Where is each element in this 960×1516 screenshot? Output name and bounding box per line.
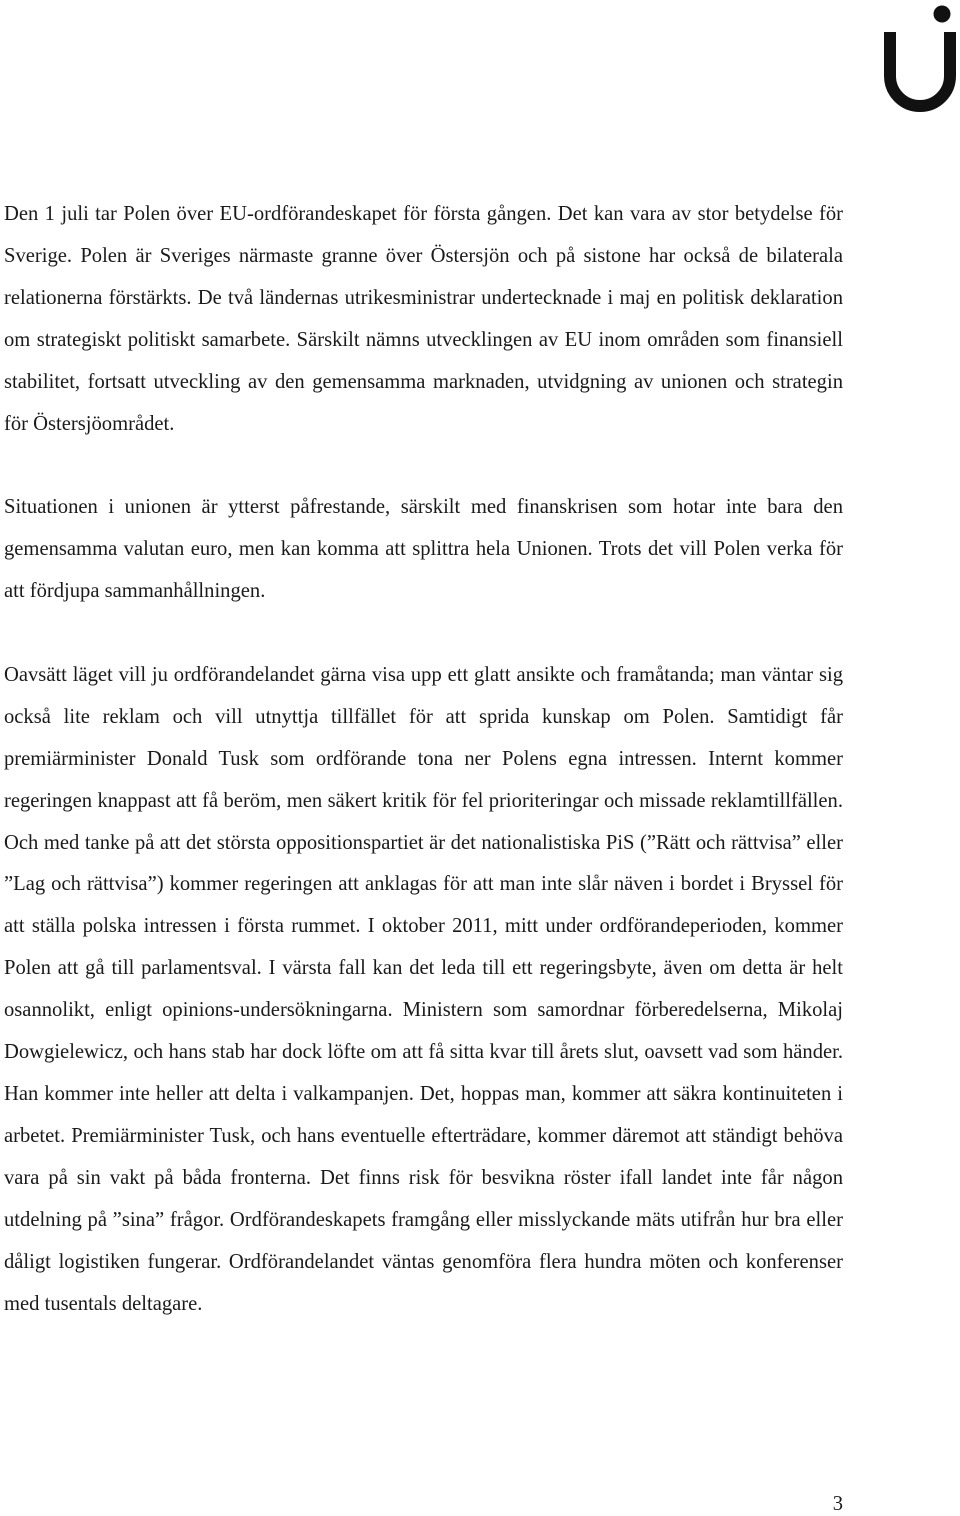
paragraph-presidency: Oavsätt läget vill ju ordförandelandet gärna visa upp ett glatt ansikte och framåtanda; man väntar sig också lite reklam och vill utnyttja tillfället för att sprida kunskap om Polen. Samtidigt får premiärminister Donald Tusk som ordförande tona ner Polens egna intressen. Internt kommer regeringen knappast att få beröm, men säkert kritik för fel prioriteringar och missade reklamtillfällen. Och med tanke på att det största oppositionspartiet är det nationalistiska PiS (”Rätt och rättvisa” eller ”Lag och rättvisa”) kommer regeringen att anklagas för att man inte slår näven i bordet i Bryssel för att ställa polska intressen i första rummet. I oktober 2011, mitt under ordförandeperioden, kommer Polen att gå till parlamentsval. I värsta fall kan det leda till ett regeringsbyte, även om detta är helt osannolikt, enligt opinions-undersökningarna. Ministern som samordnar förberedelserna, Mikolaj Dowgielewicz, och hans stab har dock löfte om att få sitta kvar till årets slut, oavsett vad som händer. Han kommer inte heller att delta i valkampanjen. Det, hoppas man, kommer att säkra kontinuiteten i arbetet. Premiärminister Tusk, och hans eventuelle efterträdare, kommer däremot att ständigt behöva vara på sin vakt på båda fronterna. Det finns risk för besvikna röster ifall landet inte får någon utdelning på ”sina” frågor. Ordförandeskapets framgång eller misslyckande mäts utifrån hur bra eller dåligt logistiken fungerar. Ordförandelandet väntas genomföra flera hundra möten och konferenser med tusentals deltagare. xyxy=(4,663,843,1315)
document-body xyxy=(4,194,843,1325)
page-number: 3 xyxy=(832,1493,843,1515)
paragraph-situation: Situationen i unionen är ytterst påfrestande, särskilt med finanskrisen som hotar inte bara den gemensamma valutan euro, men kan komma att splittra hela Unionen. Trots det vill Polen verka för att fördjupa sammanhållningen. xyxy=(4,496,843,603)
u-dot-logo-icon xyxy=(882,2,958,122)
paragraph-intro: Den 1 juli tar Polen över EU-ordförandeskapet för första gången. Det kan vara av stor betydelse för Sverige. Polen är Sveriges närmaste granne över Östersjön och på sistone har också de bilaterala relationerna förstärkts. De två ländernas utrikesministrar undertecknade i maj en politisk deklaration om strategiskt politiskt samarbete. Särskilt nämns utvecklingen av EU inom områden som finansiell stabilitet, fortsatt utveckling av den gemensamma marknaden, utvidgning av unionen och strategin för Östersjöområdet. xyxy=(4,203,843,435)
